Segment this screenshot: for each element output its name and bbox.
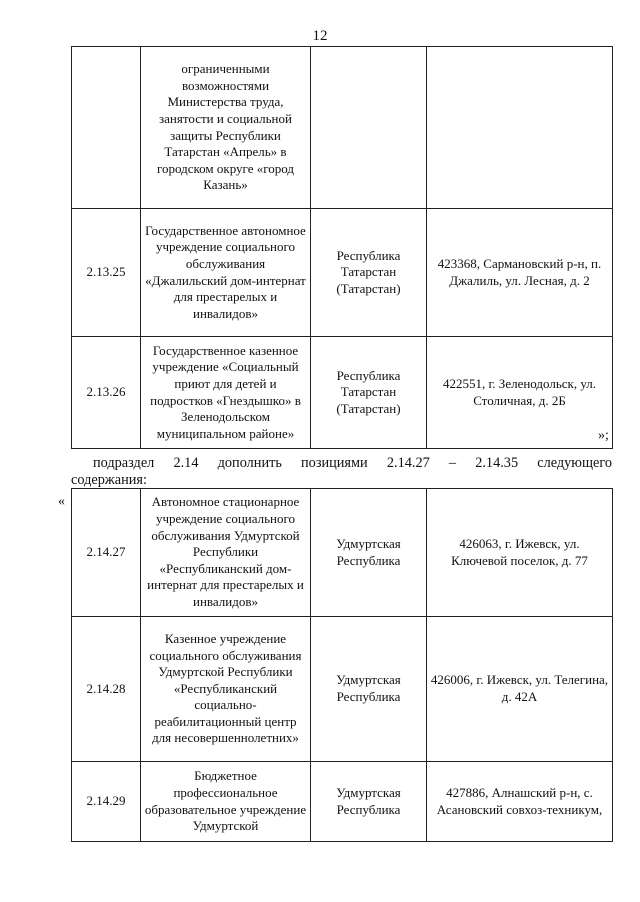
address: 426006, г. Ижевск, ул. Телегина, д. 42А (427, 617, 613, 762)
region (311, 47, 427, 209)
table-row (72, 47, 613, 209)
row-number: 2.13.25 (72, 209, 141, 337)
row-number (72, 47, 141, 209)
address: 427886, Алнашский р-н, с. Асановский совхоз-техникум, (427, 762, 613, 842)
paragraph-line-1: подраздел 2.14 дополнить позициями 2.14.27 – 2.14.35 следующего (93, 455, 612, 471)
region: Удмуртская Республика (311, 617, 427, 762)
region: Республика Татарстан (Татарстан) (311, 209, 427, 337)
closing-quote: »; (598, 428, 609, 443)
address: 422551, г. Зеленодольск, ул. Столичная, д. 2Б (427, 337, 613, 449)
region: Удмуртская Республика (311, 762, 427, 842)
address: 426063, г. Ижевск, ул. Ключевой поселок, д. 77 (427, 489, 613, 617)
institution-name: Казенное учреждение социального обслуживания Удмуртской Республики «Республиканский социально-реабилитационный центр для несовершеннолетних» (141, 617, 311, 762)
institution-name: Автономное стационарное учреждение социального обслуживания Удмуртской Республики «Республиканский дом-интернат для престарелых и инвалидов» (141, 489, 311, 617)
region: Удмуртская Республика (311, 489, 427, 617)
amendment-paragraph (71, 455, 612, 489)
institutions-table-continued (71, 46, 613, 449)
row-number: 2.14.29 (72, 762, 141, 842)
page-number: 12 (312, 28, 328, 44)
row-number: 2.14.27 (72, 489, 141, 617)
table-row (72, 337, 613, 449)
table-row (72, 762, 613, 842)
institution-name: Бюджетное профессиональное образовательное учреждение Удмуртской (141, 762, 311, 842)
table-row (72, 489, 613, 617)
institutions-table-new (71, 488, 613, 842)
table-row (72, 209, 613, 337)
region: Республика Татарстан (Татарстан) (311, 337, 427, 449)
address (427, 47, 613, 209)
address: 423368, Сармановский р-н, п. Джалиль, ул. Лесная, д. 2 (427, 209, 613, 337)
institution-name: Государственное казенное учреждение «Социальный приют для детей и подростков «Гнездышко» в Зеленодольском муниципальном районе» (141, 337, 311, 449)
institution-name: ограниченными возможностями Министерства труда, занятости и социальной защиты Республики Татарстан «Апрель» в городском округе «город Казань» (141, 47, 311, 209)
table-row (72, 617, 613, 762)
institution-name: Государственное автономное учреждение социального обслуживания «Джалильский дом-интернат для престарелых и инвалидов» (141, 209, 311, 337)
paragraph-line-2: содержания: (71, 472, 147, 488)
opening-quote: « (58, 494, 65, 509)
row-number: 2.14.28 (72, 617, 141, 762)
row-number: 2.13.26 (72, 337, 141, 449)
